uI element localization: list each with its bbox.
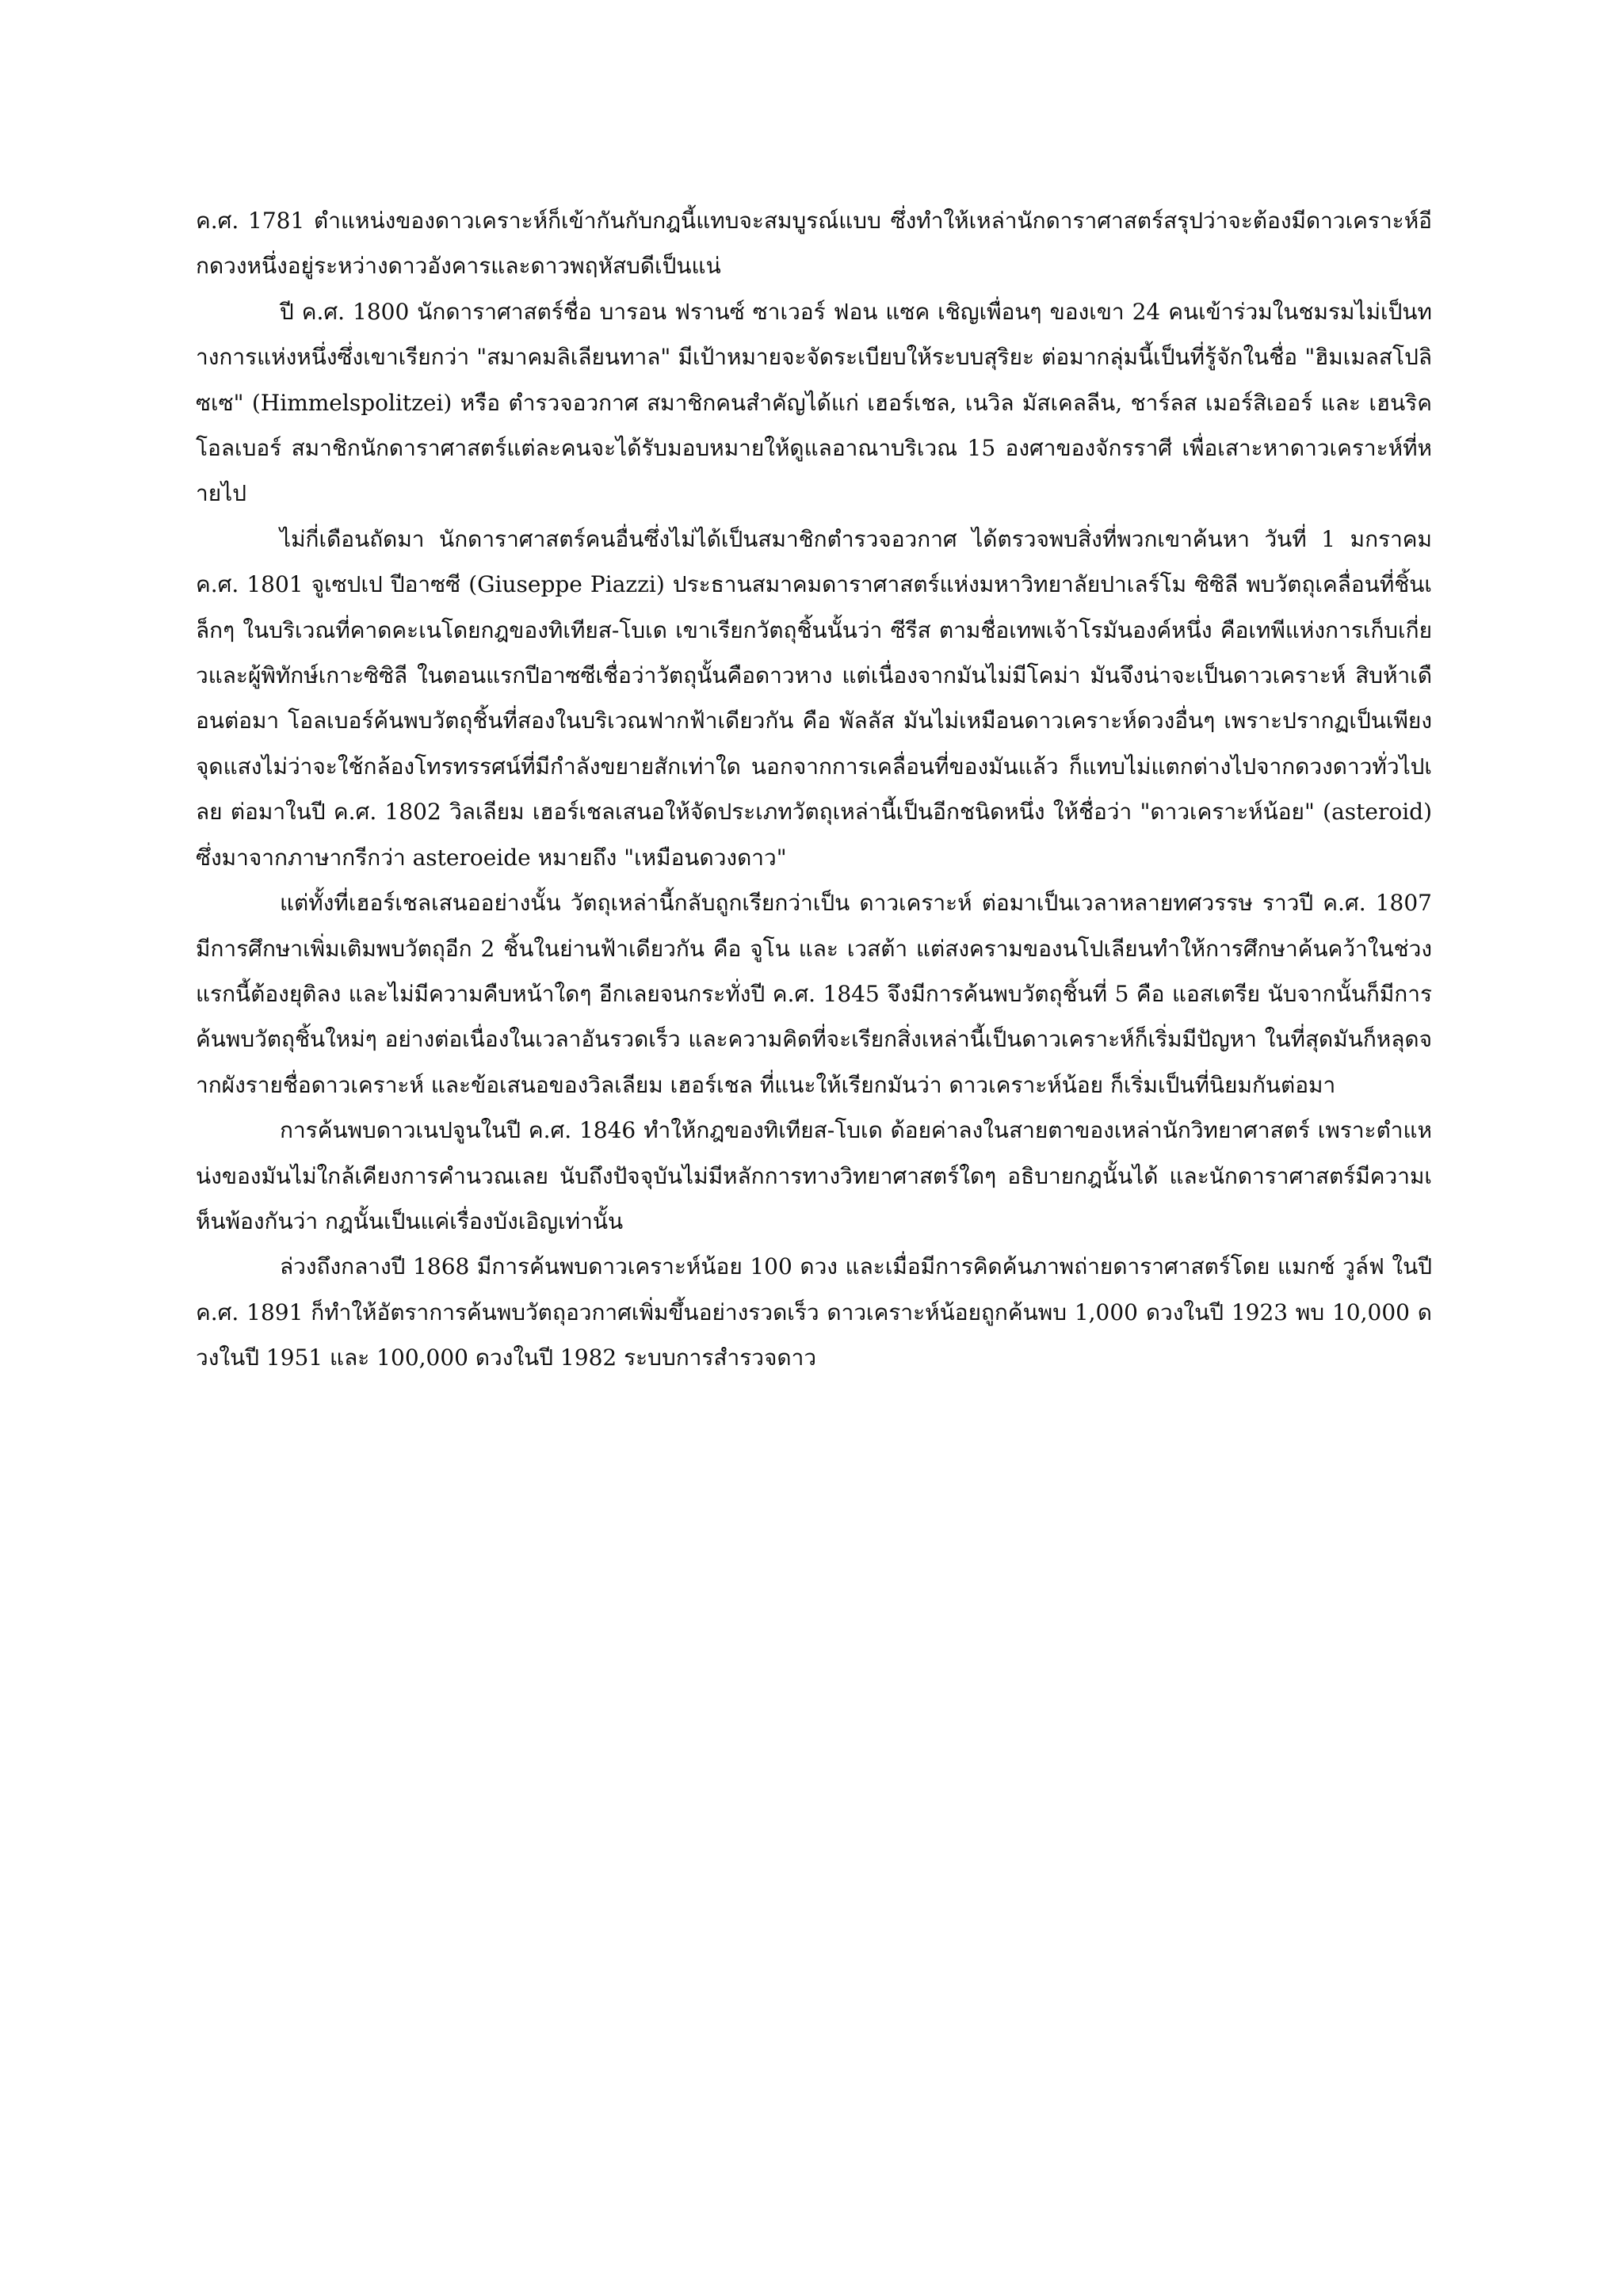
paragraph-4: แต่ทั้งที่เฮอร์เชลเสนออย่างนั้น วัตถุเหล่านี้กลับถูกเรียกว่าเป็น ดาวเคราะห์ ต่อมาเป็นเวลาหลายทศวรรษ ราวปี ค.ศ. 1807 มีการศึกษาเพิ่มเติมพบวัตถุอีก 2 ชิ้นในย่านฟ้าเดียวกัน คือ จูโน และ เวสต้า แต่สงครามของนโปเลียนทำให้การศึกษาค้นคว้าในช่วงแรกนี้ต้องยุติลง และไม่มีความคืบหน้าใดๆ อีกเลยจนกระทั่งปี ค.ศ. 1845 จึงมีการค้นพบวัตถุชิ้นที่ 5 คือ แอสเตรีย นับจากนั้นก็มีการค้นพบวัตถุชิ้นใหม่ๆ อย่างต่อเนื่องในเวลาอันรวดเร็ว และความคิดที่จะเรียกสิ่งเหล่านี้เป็นดาวเคราะห์ก็เริ่มมีปัญหา ในที่สุดมันก็หลุดจากผังรายชื่อดาวเคราะห์ และข้อเสนอของวิลเลียม เฮอร์เชล ที่แนะให้เรียกมันว่า ดาวเคราะห์น้อย ก็เริ่มเป็นที่นิยมกันต่อมา <box>196 890 1432 1098</box>
paragraph-1: ค.ศ. 1781 ตำแหน่งของดาวเคราะห์ก็เข้ากันกับกฎนี้แทบจะสมบูรณ์แบบ ซึ่งทำให้เหล่านักดาราศาสตร์สรุปว่าจะต้องมีดาวเคราะห์อีกดวงหนึ่งอยู่ระหว่างดาวอังคารและดาวพฤหัสบดีเป็นแน่ <box>196 208 1432 280</box>
paragraph-6: ล่วงถึงกลางปี 1868 มีการค้นพบดาวเคราะห์น้อย 100 ดวง และเมื่อมีการคิดค้นภาพถ่ายดาราศาสตร์โดย แมกซ์ วูล์ฟ ในปี ค.ศ. 1891 ก็ทำให้อัตราการค้นพบวัตถุอวกาศเพิ่มขึ้นอย่างรวดเร็ว ดาวเคราะห์น้อยถูกค้นพบ 1,000 ดวงในปี 1923 พบ 10,000 ดวงในปี 1951 และ 100,000 ดวงในปี 1982 ระบบการสำรวจดาว <box>196 1253 1432 1371</box>
paragraph-5: การค้นพบดาวเนปจูนในปี ค.ศ. 1846 ทำให้กฎของทิเทียส-โบเด ด้อยค่าลงในสายตาของเหล่านักวิทยาศาสตร์ เพราะตำแหน่งของมันไม่ใกล้เคียงการคำนวณเลย นับถึงปัจจุบันไม่มีหลักการทางวิทยาศาสตร์ใดๆ อธิบายกฎนั้นได้ และนักดาราศาสตร์มีความเห็นพ้องกันว่า กฎนั้นเป็นแค่เรื่องบังเอิญเท่านั้น <box>196 1117 1432 1234</box>
document-body <box>196 198 1432 1381</box>
paragraph-3: ไม่กี่เดือนถัดมา นักดาราศาสตร์คนอื่นซึ่งไม่ได้เป็นสมาชิกตำรวจอวกาศ ได้ตรวจพบสิ่งที่พวกเขาค้นหา วันที่ 1 มกราคม ค.ศ. 1801 จูเซปเป ปีอาซซี (Giuseppe Piazzi) ประธานสมาคมดาราศาสตร์แห่งมหาวิทยาลัยปาเลร์โม ซิซิลี พบวัตถุเคลื่อนที่ชิ้นเล็กๆ ในบริเวณที่คาดคะเนโดยกฎของทิเทียส-โบเด เขาเรียกวัตถุชิ้นนั้นว่า ซีรีส ตามชื่อเทพเจ้าโรมันองค์หนึ่ง คือเทพีแห่งการเก็บเกี่ยวและผู้พิทักษ์เกาะซิซิลี ในตอนแรกปีอาซซีเชื่อว่าวัตถุนั้นคือดาวหาง แต่เนื่องจากมันไม่มีโคม่า มันจึงน่าจะเป็นดาวเคราะห์ สิบห้าเดือนต่อมา โอลเบอร์ค้นพบวัตถุชิ้นที่สองในบริเวณฟากฟ้าเดียวกัน คือ พัลลัส มันไม่เหมือนดาวเคราะห์ดวงอื่นๆ เพราะปรากฏเป็นเพียงจุดแสงไม่ว่าจะใช้กล้องโทรทรรศน์ที่มีกำลังขยายสักเท่าใด นอกจากการเคลื่อนที่ของมันแล้ว ก็แทบไม่แตกต่างไปจากดวงดาวทั่วไปเลย ต่อมาในปี ค.ศ. 1802 วิลเลียม เฮอร์เชลเสนอให้จัดประเภทวัตถุเหล่านี้เป็นอีกชนิดหนึ่ง ให้ชื่อว่า "ดาวเคราะห์น้อย" (asteroid) ซึ่งมาจากภาษากรีกว่า asteroeide หมายถึง "เหมือนดวงดาว" <box>196 525 1432 871</box>
paragraph-2: ปี ค.ศ. 1800 นักดาราศาสตร์ชื่อ บารอน ฟรานซ์ ซาเวอร์ ฟอน แซค เชิญเพื่อนๆ ของเขา 24 คนเข้าร่วมในชมรมไม่เป็นทางการแห่งหนึ่งซึ่งเขาเรียกว่า "สมาคมลิเลียนทาล" มีเป้าหมายจะจัดระเบียบให้ระบบสุริยะ ต่อมากลุ่มนี้เป็นที่รู้จักในชื่อ "ฮิมเมลสโปลิซเซ" (Himmelspolitzei) หรือ ตำรวจอวกาศ สมาชิกคนสำคัญได้แก่ เฮอร์เชล, เนวิล มัสเคลลีน, ชาร์ลส เมอร์สิเออร์ และ เฮนริค โอลเบอร์ สมาชิกนักดาราศาสตร์แต่ละคนจะได้รับมอบหมายให้ดูแลอาณาบริเวณ 15 องศาของจักรราศี เพื่อเสาะหาดาวเคราะห์ที่หายไป <box>196 298 1432 507</box>
